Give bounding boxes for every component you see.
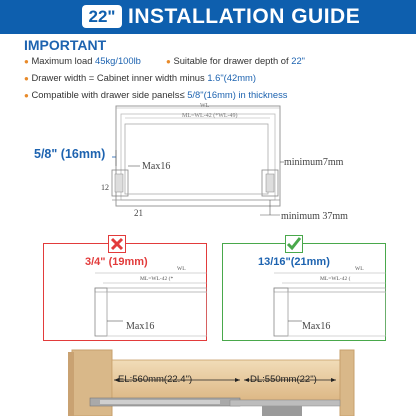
bad-ml-label: ML=WL-42 (* (140, 276, 174, 282)
incompatible-panel-size: 3/4" (19mm) (85, 256, 148, 268)
bullet-icon: ● (166, 57, 171, 66)
bad-max16-label: Max16 (126, 321, 155, 332)
compatible-panel-size: 13/16"(21mm) (258, 256, 330, 268)
panel-thickness-label: 5/8" (16mm) (34, 147, 106, 161)
dim-21-label: 21 (134, 208, 143, 218)
good-wl-label: WL (355, 266, 364, 272)
wl-label: WL (200, 103, 210, 109)
spec-panel-compatibility: ● Compatible with drawer side panels≤ 5/8"(16mm) in thickness (24, 89, 288, 100)
spec-max-load: ● Maximum load 45kg/100lb (24, 55, 141, 66)
drawer-illustration (0, 340, 416, 416)
bad-wl-label: WL (177, 266, 186, 272)
drawer-length-label: DL:550mm(22") (250, 374, 317, 385)
ml-label: ML=WL-42 (*WL-49) (182, 113, 238, 119)
bullet-icon: ● (24, 74, 29, 83)
spec-drawer-depth: ● Suitable for drawer depth of 22" (166, 55, 305, 66)
extension-length-label: EL:560mm(22.4") (118, 374, 193, 385)
dim-12-label: 12 (101, 183, 109, 192)
good-max16-label: Max16 (302, 321, 331, 332)
minimum7-label: minimum7mm (284, 157, 344, 168)
page-title: INSTALLATION GUIDE (128, 5, 361, 28)
important-heading: IMPORTANT (24, 37, 107, 53)
max16-label: Max16 (142, 161, 171, 172)
spec-drawer-width: ● Drawer width = Cabinet inner width minus 1.6"(42mm) (24, 72, 256, 83)
good-ml-label: ML=WL-42 ( (320, 276, 351, 282)
size-badge: 22" (82, 5, 122, 28)
minimum37-label: minimum 37mm (281, 211, 348, 222)
bullet-icon: ● (24, 57, 29, 66)
bullet-icon: ● (24, 91, 29, 100)
incompatible-panel-drawing (43, 243, 207, 341)
